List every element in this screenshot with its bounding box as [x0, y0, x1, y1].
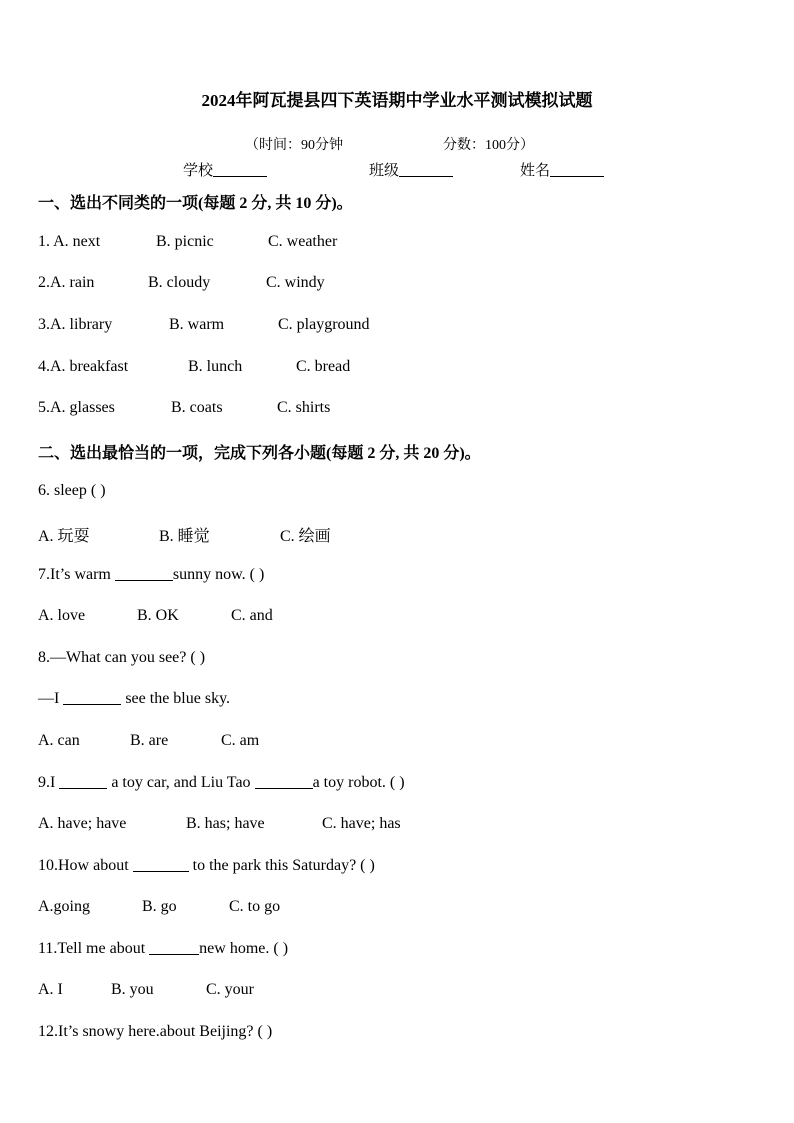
q5-option-a: 5.A. glasses — [38, 399, 115, 416]
q9-option-c: C. have; has — [322, 815, 401, 832]
school-label: 学校 — [183, 163, 214, 179]
q7-stem-post: sunny now. ( ) — [172, 566, 265, 583]
q9-option-b: B. has; have — [186, 815, 265, 832]
class-field — [369, 159, 453, 180]
question-10-options — [38, 898, 280, 916]
question-7-stem — [38, 566, 264, 584]
question-7-options — [38, 607, 273, 625]
q2-option-c: C. windy — [266, 274, 325, 291]
exam-time: （时间：90分钟 — [245, 138, 343, 153]
q8-option-a: A. can — [38, 732, 80, 749]
question-5 — [38, 399, 330, 417]
question-8-stem: 8.—What can you see? ( ) — [38, 649, 206, 666]
q11-option-a: A. I — [38, 981, 63, 998]
q9-stem-mid: a toy car, and Liu Tao — [107, 774, 255, 791]
q4-option-b: B. lunch — [188, 358, 243, 375]
school-blank — [213, 162, 267, 177]
question-4 — [38, 358, 350, 376]
q7-option-b: B. OK — [137, 607, 179, 624]
q4-option-a: 4.A. breakfast — [38, 358, 129, 375]
question-9-options — [38, 815, 401, 833]
q6-option-b: B. 睡觉 — [159, 528, 210, 545]
q9-blank-1 — [59, 774, 107, 789]
q8-reply-post: see the blue sky. — [121, 690, 231, 707]
question-1 — [38, 233, 337, 251]
class-label: 班级 — [369, 163, 400, 179]
question-8-options — [38, 732, 259, 750]
q5-option-b: B. coats — [171, 399, 223, 416]
question-3 — [38, 316, 370, 334]
section-1-heading: 一、选出不同类的一项(每题 2 分, 共 10 分)。 — [38, 195, 353, 212]
q11-stem-post: new home. ( ) — [199, 940, 289, 957]
question-11-options — [38, 981, 254, 999]
q7-option-a: A. love — [38, 607, 86, 624]
question-8-reply — [38, 690, 230, 708]
q4-option-c: C. bread — [296, 358, 351, 375]
q6-option-c: C. 绘画 — [280, 528, 331, 545]
name-field — [520, 159, 604, 180]
q1-option-c: C. weather — [268, 233, 338, 250]
name-blank — [550, 162, 604, 177]
q6-option-a: A. 玩耍 — [38, 528, 90, 545]
q10-stem-pre: 10.How about — [38, 857, 133, 874]
question-2 — [38, 274, 325, 292]
q10-blank — [133, 857, 189, 872]
question-11-stem — [38, 940, 288, 958]
q10-option-c: C. to go — [229, 898, 281, 915]
q5-option-c: C. shirts — [277, 399, 331, 416]
q9-stem-post: a toy robot. ( ) — [312, 774, 405, 791]
q3-option-c: C. playground — [278, 316, 370, 333]
q9-option-a: A. have; have — [38, 815, 127, 832]
q1-option-b: B. picnic — [156, 233, 214, 250]
question-9-stem — [38, 774, 405, 792]
q11-option-c: C. your — [206, 981, 254, 998]
q7-blank — [115, 566, 173, 581]
q7-stem-pre: 7.It’s warm — [38, 566, 115, 583]
q11-blank — [149, 940, 199, 955]
page-title: 2024年阿瓦提县四下英语期中学业水平测试模拟试题 — [201, 91, 593, 110]
q2-option-a: 2.A. rain — [38, 274, 95, 291]
q10-option-b: B. go — [142, 898, 177, 915]
question-10-stem — [38, 857, 375, 875]
q3-option-a: 3.A. library — [38, 316, 113, 333]
section-2-heading: 二、选出最恰当的一项，完成下列各小题(每题 2 分, 共 20 分)。 — [38, 445, 481, 462]
q10-option-a: A.going — [38, 898, 90, 915]
q1-option-a: 1. A. next — [38, 233, 101, 250]
q3-option-b: B. warm — [169, 316, 225, 333]
question-6-stem: 6. sleep ( ) — [38, 482, 106, 499]
q9-blank-2 — [255, 774, 313, 789]
name-label: 姓名 — [520, 163, 551, 179]
q8-option-c: C. am — [221, 732, 260, 749]
q2-option-b: B. cloudy — [148, 274, 211, 291]
q8-option-b: B. are — [130, 732, 169, 749]
exam-score: 分数：100分） — [443, 138, 534, 153]
q7-option-c: C. and — [231, 607, 273, 624]
exam-meta — [238, 118, 534, 154]
school-field — [183, 159, 267, 180]
question-12-stem: 12.It’s snowy here.about Beijing? ( ) — [38, 1023, 273, 1040]
class-blank — [399, 162, 453, 177]
q8-blank — [63, 690, 121, 705]
q11-option-b: B. you — [111, 981, 154, 998]
q8-reply-pre: —I — [38, 690, 64, 707]
q9-stem-pre: 9.I — [38, 774, 60, 791]
q10-stem-post: to the park this Saturday? ( ) — [188, 857, 375, 874]
q11-stem-pre: 11.Tell me about — [38, 940, 150, 957]
question-6-options — [38, 523, 331, 546]
